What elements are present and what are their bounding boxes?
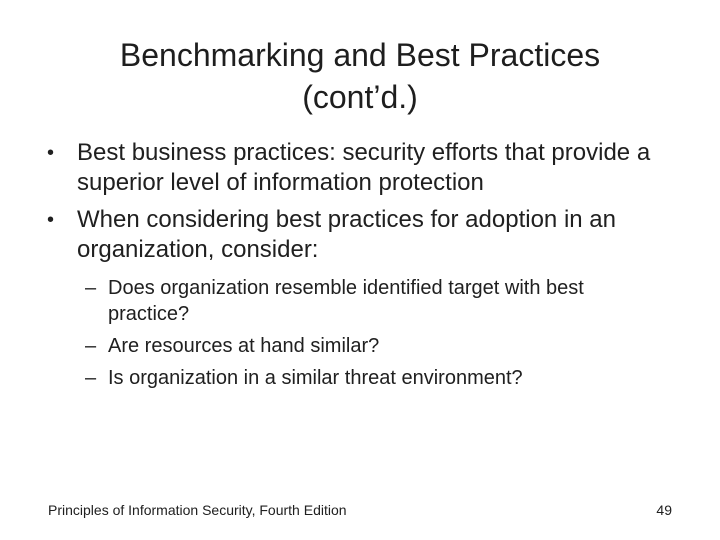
sub-bullet-list	[0, 275, 720, 397]
bullet-item	[47, 138, 677, 198]
sub-bullet-marker: –	[85, 277, 97, 299]
page-number: 49	[656, 502, 672, 518]
bullet-list	[0, 138, 720, 272]
bullet-text: When considering best practices for adoption in an organization, consider:	[77, 206, 616, 263]
bullet-marker: •	[47, 142, 55, 164]
bullet-text: Best business practices: security efforts that provide a superior level of information protection	[77, 139, 651, 196]
slide-title-line-2: (cont’d.)	[302, 79, 418, 115]
sub-bullet-item	[85, 275, 668, 327]
sub-bullet-item	[85, 333, 668, 359]
footer-source: Principles of Information Security, Fourth Edition	[48, 502, 347, 518]
slide-title-line-1: Benchmarking and Best Practices	[119, 37, 601, 73]
sub-bullet-text: Is organization in a similar threat environment?	[108, 367, 523, 389]
sub-bullet-text: Are resources at hand similar?	[108, 335, 380, 357]
sub-bullet-marker: –	[85, 335, 97, 357]
sub-bullet-text: Does organization resemble identified target with best practice?	[108, 277, 584, 325]
sub-bullet-item	[85, 365, 668, 391]
sub-bullet-marker: –	[85, 367, 97, 389]
bullet-marker: •	[47, 209, 55, 231]
slide-title	[40, 34, 680, 118]
bullet-item	[47, 205, 677, 265]
